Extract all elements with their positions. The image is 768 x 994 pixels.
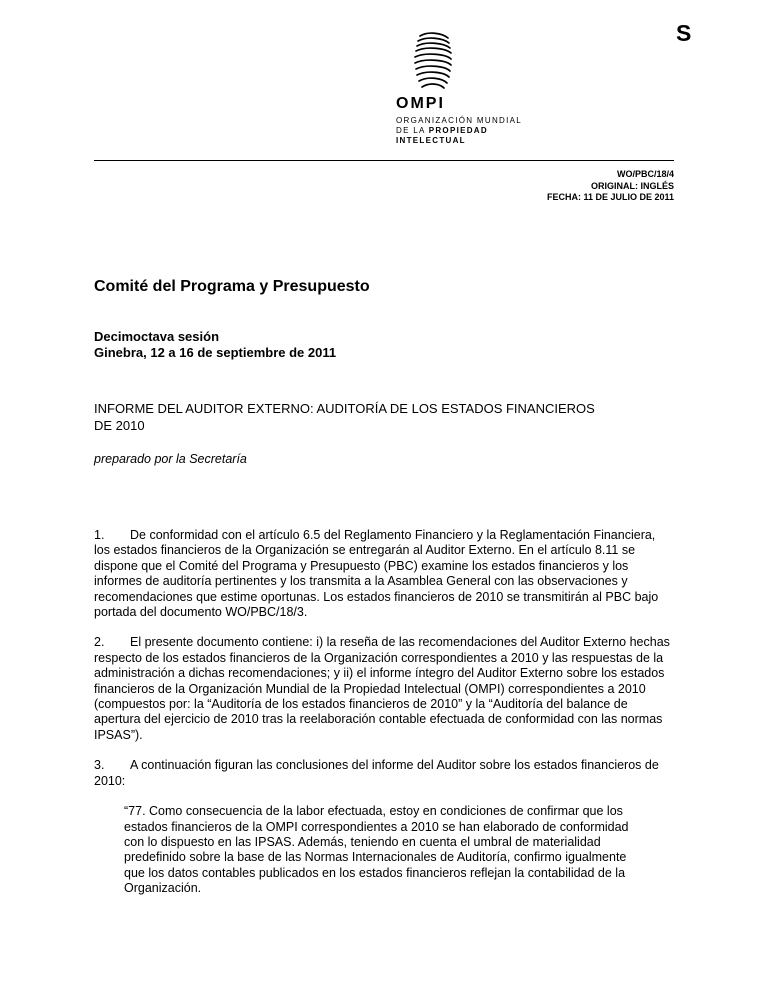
auditor-conclusion-quote: “77. Como consecuencia de la labor efectuada, estoy en condiciones de confirmar que los estados financieros de la OMPI correspondientes a 2010 se han elaborado de conformidad con lo dispuesto en las IPSAS. Además, teniendo en cuenta el umbral de materialidad predefinido sobre la base de las Normas Internacionales de Auditoría, confirmo igualmente que los datos contables publicados en los estados financieros reflejan la contabilidad de la Organización. [124, 804, 629, 896]
document-date: FECHA: 11 DE JULIO DE 2011 [546, 192, 674, 202]
document-info-block [94, 169, 674, 204]
session-number: Decimoctava sesión [94, 329, 220, 344]
logo-acronym: OMPI [396, 95, 445, 112]
paragraph-2-text: El presente documento contiene: i) la reseña de las recomendaciones del Auditor Externo hechas respecto de los estados financieros de la Organización correspondientes a 2010 y las respuestas de la administración a dichas recomendaciones; y ii) el informe íntegro del Auditor Externo sobre los estados financieros de la Organización Mundial de la Propiedad Intelectual (OMPI) correspondientes a 2010 (compuestos por: la “Auditoría de los estados financieros de 2010” y la “Auditoría del balance de apertura del ejercicio de 2010 tras la reelaboración contable efectuada de conformidad con las normas IPSAS”). [94, 635, 670, 742]
document-original-language: ORIGINAL: INGLÉS [591, 180, 674, 191]
paragraph-2-number: 2. [94, 635, 105, 650]
paragraph-3-number: 3. [94, 758, 105, 773]
session-place-date: Ginebra, 12 a 16 de septiembre de 2011 [94, 345, 337, 360]
prepared-by: preparado por la Secretaría [94, 452, 247, 466]
logo-tagline-line2: DE LA PROPIEDAD [396, 126, 488, 135]
header-divider [94, 160, 674, 161]
document-body [94, 528, 674, 897]
logo-tagline [396, 116, 586, 146]
logo-tagline-line3: INTELECTUAL [396, 136, 466, 145]
paragraph-3 [94, 758, 674, 789]
paragraph-1 [94, 528, 674, 620]
paragraph-2 [94, 635, 674, 743]
logo-tagline-line1: ORGANIZACIÓN MUNDIAL [396, 116, 523, 125]
document-reference: WO/PBC/18/4 [616, 169, 674, 179]
session-block [94, 329, 336, 361]
wipo-logo [396, 30, 586, 146]
wipo-spiral-icon [410, 30, 456, 92]
committee-title: Comité del Programa y Presupuesto [94, 278, 370, 295]
paragraph-1-number: 1. [94, 528, 105, 542]
document-subject: INFORME DEL AUDITOR EXTERNO: AUDITORÍA DE LOS ESTADOS FINANCIEROS DE 2010 [94, 401, 595, 433]
paragraph-3-text: A continuación figuran las conclusiones del informe del Auditor sobre los estados financieros de 2010: [94, 758, 659, 788]
language-code: S [676, 20, 692, 46]
paragraph-1-text: De conformidad con el artículo 6.5 del Reglamento Financiero y la Reglamentación Financiera, los estados financieros de la Organización se entregarán al Auditor Externo. En el artículo 8.11 se dispone que el Comité del Programa y Presupuesto (PBC) examine los estados financieros y los informes de auditoría pertinentes y los transmita a la Asamblea General con las observaciones y recomendaciones que estime oportunas. Los estados financieros de 2010 se transmitirán al PBC bajo portada del documento WO/PBC/18/3. [94, 528, 659, 620]
